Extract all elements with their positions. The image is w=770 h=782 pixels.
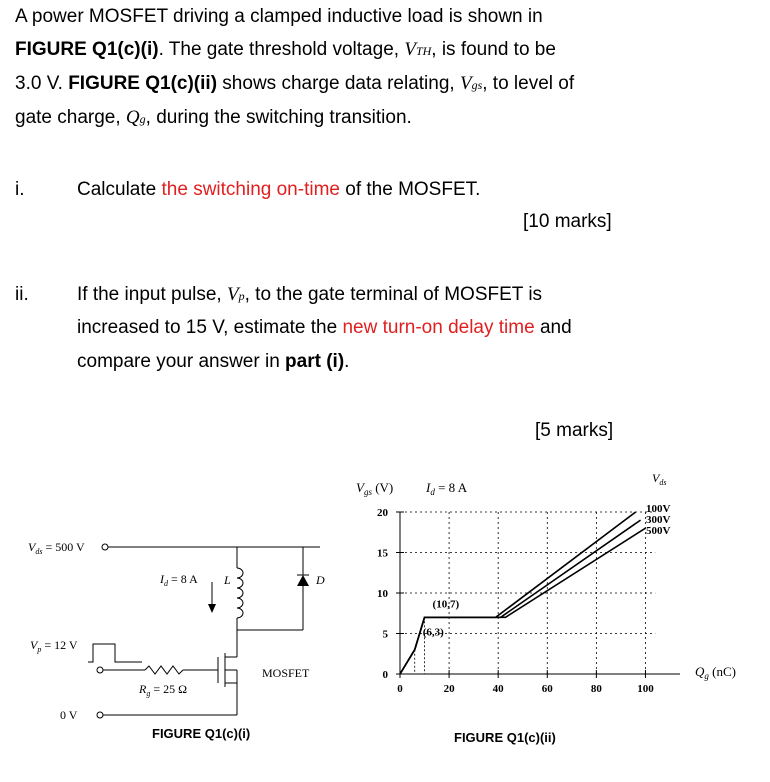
zero-volt-label: 0 V	[60, 708, 78, 722]
id-label: $I_d = 8$ A	[160, 572, 198, 588]
figure-ref-i: FIGURE Q1(c)(i)	[15, 39, 159, 60]
intro-text-3c: , to level of	[482, 73, 575, 94]
vp-label: $V_p = 12$ V	[30, 638, 78, 654]
intro-line-2	[15, 33, 556, 68]
inductor-coil	[237, 568, 243, 618]
question-1-marks: [10 marks]	[523, 211, 612, 232]
ground-terminal	[97, 712, 103, 718]
diode-triangle	[297, 575, 309, 586]
current-arrow-head	[208, 604, 216, 613]
vgs-symbol: Vgs	[459, 73, 483, 94]
intro-text-4b: , during the switching transition.	[145, 107, 412, 128]
intro-text-2a: . The gate threshold voltage,	[158, 39, 405, 60]
question-2-number: ii.	[15, 284, 29, 305]
intro-line-3	[15, 67, 574, 102]
x-tick-label: 100	[637, 683, 654, 695]
x-axis-label: $Q_g$ (nC)	[695, 664, 736, 681]
vth-symbol: VTH	[404, 39, 432, 60]
y-axis-label: $V_{gs}$ (V)	[356, 480, 394, 497]
question-2-highlight: new turn-on delay time	[342, 317, 535, 338]
x-tick-label: 60	[541, 683, 553, 695]
x-tick-label: 20	[443, 683, 455, 695]
figure-ref-ii: FIGURE Q1(c)(ii)	[68, 73, 218, 94]
figure-caption-i: FIGURE Q1(c)(i)	[152, 726, 251, 741]
intro-text-3b: shows charge data relating,	[217, 73, 460, 94]
id-condition-label: $I_d = 8$ A	[426, 480, 468, 497]
vds-label: $V_{ds} = 500$ V	[28, 540, 85, 556]
y-tick-label: 0	[382, 669, 388, 681]
legend-entry-500V: 500V	[646, 525, 671, 537]
legend-entry-300V: 300V	[646, 514, 671, 526]
y-tick-label: 15	[377, 547, 388, 560]
question-1-text: Calculate the switching on-time of the MOSFET.	[77, 179, 481, 200]
intro-text-3a: 3.0 V.	[15, 73, 69, 94]
intro-text-4a: gate charge,	[15, 107, 126, 128]
pulse-symbol	[88, 644, 142, 662]
legend-entry-100V: 100V	[646, 503, 671, 515]
x-tick-label: 40	[492, 683, 504, 695]
rg-label: $R_g = 25$ Ω	[139, 682, 188, 698]
question-2-line-1: If the input pulse, Vp, to the gate terminal of MOSFET is	[77, 284, 543, 305]
y-tick-label: 10	[377, 588, 388, 600]
mosfet-label: MOSFET	[262, 666, 310, 680]
y-tick-label: 5	[382, 628, 388, 641]
annotation-label: (6,3)	[422, 626, 444, 639]
figure-caption-ii: FIGURE Q1(c)(ii)	[454, 730, 556, 745]
inductor-label: L	[224, 573, 231, 587]
vds-terminal	[102, 544, 108, 550]
question-2-line-3: compare your answer in part (i).	[77, 351, 350, 372]
series-line-300V	[400, 520, 641, 674]
question-1-highlight: the switching on-time	[161, 179, 340, 200]
diode-label: D	[316, 573, 325, 587]
qg-symbol: Qg	[125, 107, 146, 128]
intro-line-4	[15, 101, 412, 136]
part-ref: part (i)	[285, 351, 345, 372]
question-1-number: i.	[15, 179, 25, 200]
circuit-diagram	[0, 520, 340, 750]
intro-text-1: A power MOSFET driving a clamped inductive load is shown in	[15, 6, 543, 27]
gate-charge-chart	[340, 468, 765, 718]
vp-symbol: Vp	[227, 284, 245, 305]
question-2-marks: [5 marks]	[535, 420, 614, 441]
annotation-label: (10,7)	[432, 598, 460, 611]
x-tick-label: 0	[397, 683, 403, 695]
vp-terminal	[97, 667, 103, 673]
intro-line-1	[15, 0, 543, 33]
x-tick-label: 80	[590, 683, 602, 695]
gate-resistor	[145, 666, 183, 674]
y-tick-label: 20	[377, 507, 388, 519]
vds-legend-title: $V_{ds}$	[652, 471, 667, 487]
question-2-line-2: increased to 15 V, estimate the new turn-on delay time and	[77, 317, 572, 338]
intro-text-2b: , is found to be	[431, 39, 556, 60]
